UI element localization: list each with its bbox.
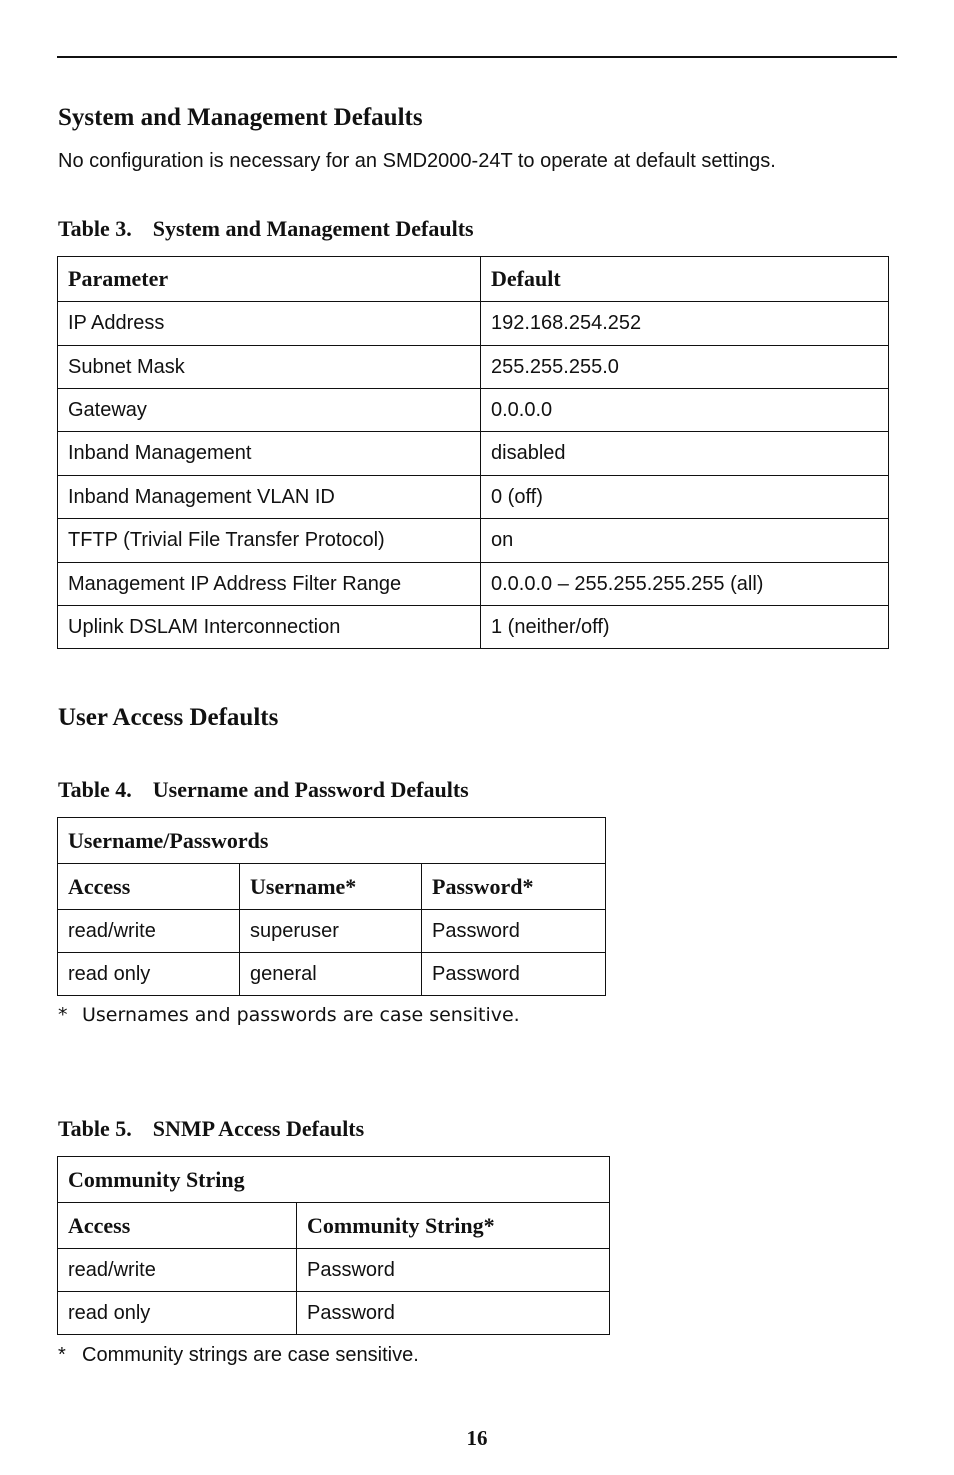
default-cell: 0.0.0.0 – 255.255.255.255 (all)	[481, 563, 889, 606]
table-row	[58, 476, 889, 519]
table-row	[58, 519, 889, 563]
community-string-cell: Password	[297, 1249, 610, 1292]
column-header-community-string: Community String*	[297, 1203, 610, 1249]
parameter-cell: IP Address	[58, 302, 481, 346]
table-row	[58, 606, 889, 649]
table-5-caption-number: Table 5.	[58, 1116, 132, 1141]
section-heading-system-management: System and Management Defaults	[58, 104, 423, 131]
password-cell: Password	[422, 910, 606, 953]
section-heading-user-access: User Access Defaults	[58, 704, 279, 731]
parameter-cell: Management IP Address Filter Range	[58, 563, 481, 606]
default-cell: 0 (off)	[481, 476, 889, 519]
table-row	[58, 953, 606, 996]
table-3-caption	[58, 216, 474, 242]
table-3-caption-number: Table 3.	[58, 216, 132, 241]
community-string-cell: Password	[297, 1292, 610, 1335]
column-header-username: Username*	[240, 864, 422, 910]
footnote-marker: *	[58, 1344, 66, 1366]
table-3-system-management-defaults	[57, 256, 889, 649]
table-header-row	[58, 1203, 610, 1249]
table-row	[58, 1249, 610, 1292]
default-cell: on	[481, 519, 889, 563]
table-row	[58, 302, 889, 346]
parameter-cell: Uplink DSLAM Interconnection	[58, 606, 481, 649]
access-cell: read/write	[58, 1249, 297, 1292]
footnote-text: Usernames and passwords are case sensitive.	[82, 1004, 520, 1026]
access-cell: read/write	[58, 910, 240, 953]
access-cell: read only	[58, 1292, 297, 1335]
column-header-password: Password*	[422, 864, 606, 910]
parameter-cell: Inband Management VLAN ID	[58, 476, 481, 519]
column-header-default: Default	[481, 257, 889, 302]
table-5-footnote	[58, 1344, 419, 1367]
table-5-snmp-access-defaults	[57, 1156, 610, 1335]
table-row	[58, 563, 889, 606]
default-cell: 1 (neither/off)	[481, 606, 889, 649]
table-row	[58, 389, 889, 432]
table-5-caption-title: SNMP Access Defaults	[152, 1116, 365, 1141]
table-4-caption-title: Username and Password Defaults	[152, 777, 469, 802]
username-cell: general	[240, 953, 422, 996]
table-3-caption-title: System and Management Defaults	[152, 216, 474, 241]
table-row	[58, 1292, 610, 1335]
table-row	[58, 346, 889, 389]
column-header-access: Access	[58, 1203, 297, 1249]
table-5-caption	[58, 1116, 364, 1142]
table-group-header-row	[58, 818, 606, 864]
parameter-cell: Gateway	[58, 389, 481, 432]
column-header-parameter: Parameter	[58, 257, 481, 302]
table-4-caption-number: Table 4.	[58, 777, 132, 802]
access-cell: read only	[58, 953, 240, 996]
table-header-row	[58, 864, 606, 910]
default-cell: 255.255.255.0	[481, 346, 889, 389]
column-header-access: Access	[58, 864, 240, 910]
footnote-marker: *	[58, 1004, 68, 1026]
table-4-username-password-defaults	[57, 817, 606, 996]
username-cell: superuser	[240, 910, 422, 953]
top-rule	[57, 56, 897, 58]
table-header-row	[58, 257, 889, 302]
table-group-header-row	[58, 1157, 610, 1203]
parameter-cell: Subnet Mask	[58, 346, 481, 389]
parameter-cell: TFTP (Trivial File Transfer Protocol)	[58, 519, 481, 563]
group-header-username-passwords: Username/Passwords	[58, 818, 606, 864]
intro-paragraph: No configuration is necessary for an SMD2000-24T to operate at default settings.	[58, 150, 776, 172]
page-number: 16	[466, 1426, 488, 1450]
group-header-community-string: Community String	[58, 1157, 610, 1203]
default-cell: disabled	[481, 432, 889, 476]
parameter-cell: Inband Management	[58, 432, 481, 476]
table-row	[58, 432, 889, 476]
footnote-text: Community strings are case sensitive.	[82, 1344, 419, 1366]
default-cell: 0.0.0.0	[481, 389, 889, 432]
default-cell: 192.168.254.252	[481, 302, 889, 346]
table-4-footnote	[58, 1004, 520, 1026]
table-row	[58, 910, 606, 953]
table-4-caption	[58, 777, 469, 803]
password-cell: Password	[422, 953, 606, 996]
